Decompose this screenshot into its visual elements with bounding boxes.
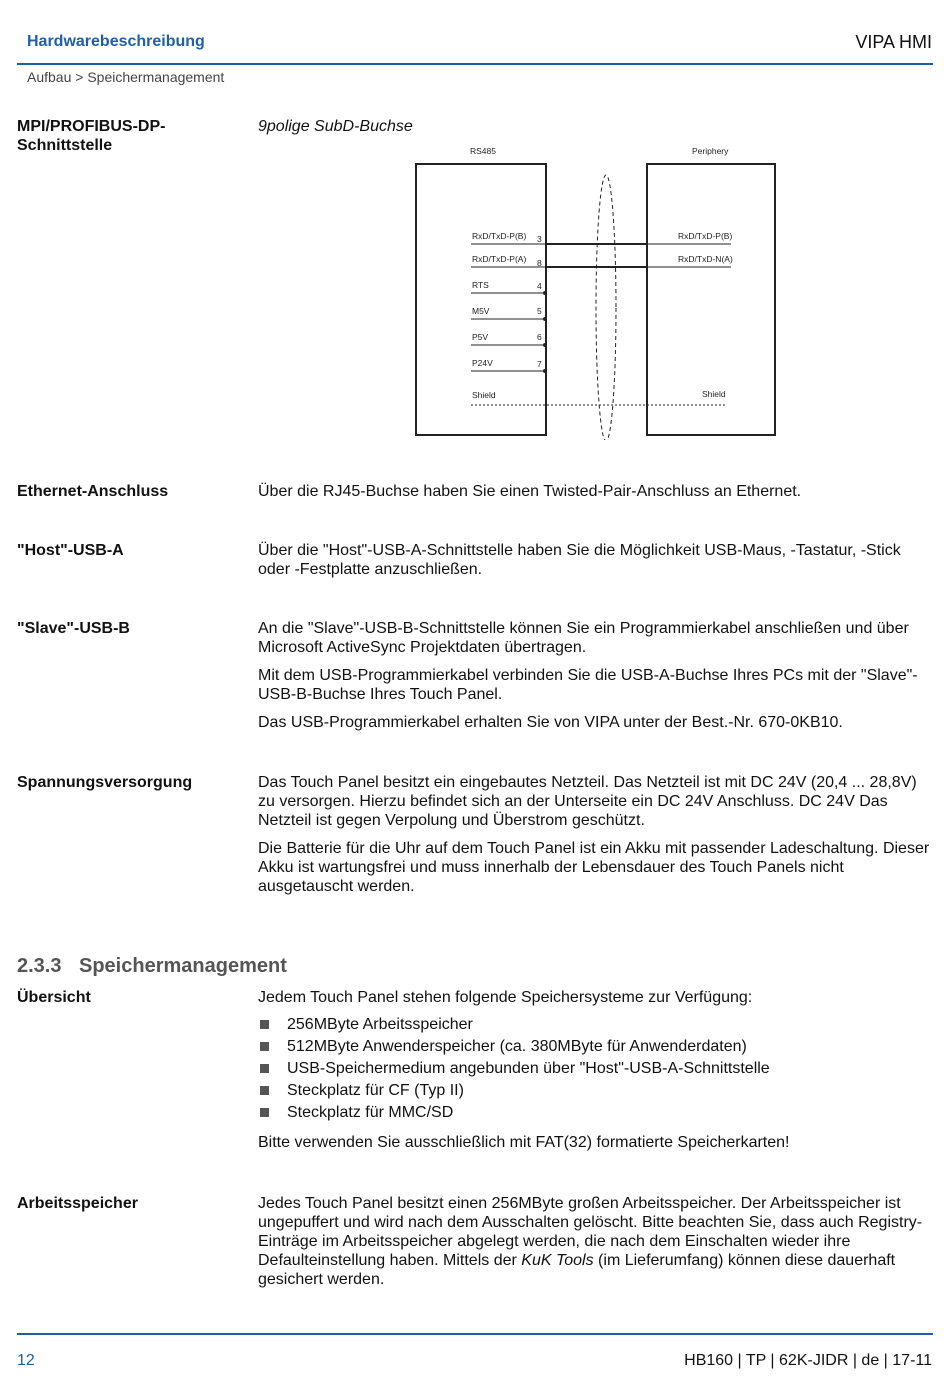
slave-usb-p3: Das USB-Programmierkabel erhalten Sie von VIPA unter der Best.-Nr. 670-0KB10. <box>258 714 843 731</box>
bullet-square-icon <box>260 1020 269 1029</box>
ethernet-text: Über die RJ45-Buchse haben Sie einen Twisted-Pair-Anschluss an Ethernet. <box>258 483 802 500</box>
power-p2: Die Batterie für die Uhr auf dem Touch Panel ist ein Akku mit passender Ladeschaltung. Dieser Akku ist wartungsfrei und muss innerhalb der Lebensdauer des Touch Panels nicht ausgetauscht werden. <box>258 840 930 895</box>
header-title: Hardwarebeschreibung <box>27 33 205 50</box>
periphery-title: Periphery <box>692 146 729 156</box>
breadcrumb: Aufbau > Speichermanagement <box>27 69 225 85</box>
power-label: Spannungsversorgung <box>17 774 193 791</box>
pin-label: RxD/TxD-P(A) <box>472 254 527 264</box>
bullet-square-icon <box>260 1108 269 1117</box>
pin-number: 4 <box>537 281 542 291</box>
pin-number: 8 <box>537 258 542 268</box>
slave-usb-p1: An die "Slave"-USB-B-Schnittstelle können Sie ein Programmierkabel anschließen und über Microsoft ActiveSync Projektdaten übertragen. <box>258 620 909 656</box>
section-heading <box>17 955 287 978</box>
kuk-tools-name: KuK Tools <box>521 1252 594 1269</box>
mpi-pinout-diagram <box>405 140 795 440</box>
work-memory-text: Jedes Touch Panel besitzt einen 256MByte großen Arbeitsspeicher. Der Arbeitsspeicher ist ungepuffert und wird nach dem Ausschalten gelöscht. Bitte beachten Sie, dass auch Registry-Einträge im Arbeitsspeicher abgelegt werden, die nach dem Einschalten wieder ihre Defaulteinstellung haben. Mittels der KuK Tools (im Lieferumfang) können diese dauerhaft gesichert werden. <box>258 1195 923 1288</box>
pin-label: P24V <box>472 358 493 368</box>
pin-label: M5V <box>472 306 490 316</box>
memory-list <box>258 1014 930 1124</box>
overview-note: Bitte verwenden Sie ausschließlich mit FAT(32) formatierte Speicherkarten! <box>258 1134 790 1151</box>
cable-shield-ellipse <box>596 175 616 440</box>
pin-label: RTS <box>472 280 489 290</box>
overview-text <box>258 988 930 1152</box>
mpi-label: MPI/PROFIBUS-DP-Schnittstelle <box>17 118 166 154</box>
list-item: 256MByte Arbeitsspeicher <box>258 1014 930 1036</box>
list-item: Steckplatz für MMC/SD <box>258 1102 930 1124</box>
mpi-connector: 9polige SubD-Buchse <box>258 118 413 135</box>
header-divider <box>17 63 933 65</box>
bullet-square-icon <box>260 1042 269 1051</box>
list-item: Steckplatz für CF (Typ II) <box>258 1080 930 1102</box>
slave-usb-text <box>258 619 930 741</box>
pin-number: 5 <box>537 306 542 316</box>
section-number: 2.3.3 <box>17 955 62 977</box>
document-id: HB160 | TP | 62K-JIDR | de | 17-11 <box>684 1352 932 1369</box>
overview-intro: Jedem Touch Panel stehen folgende Speichersysteme zur Verfügung: <box>258 989 753 1006</box>
bullet-square-icon <box>260 1086 269 1095</box>
work-memory-label: Arbeitsspeicher <box>17 1195 138 1212</box>
pin-label: P5V <box>472 332 489 342</box>
pin-label-right: RxD/TxD-P(B) <box>678 231 733 241</box>
footer-divider <box>17 1333 933 1335</box>
slave-usb-p2: Mit dem USB-Programmierkabel verbinden Sie die USB-A-Buchse Ihres PCs mit der "Slave"-USB-B-Buchse Ihres Touch Panel. <box>258 667 918 703</box>
header-product: VIPA HMI <box>855 32 932 52</box>
pin-number: 3 <box>537 234 542 244</box>
power-p1: Das Touch Panel besitzt ein eingebautes Netzteil. Das Netzteil ist mit DC 24V (20,4 ... 28,8V) zu versorgen. Hierzu befindet sich an der Unterseite ein DC 24V Anschluss. DC 24V Das Netzteil ist gegen Verpolung und Überstrom geschützt. <box>258 774 917 829</box>
list-item: USB-Speichermedium angebunden über "Host"-USB-A-Schnittstelle <box>258 1058 930 1080</box>
pin-number: 7 <box>537 359 542 369</box>
host-usb-text: Über die "Host"-USB-A-Schnittstelle haben Sie die Möglichkeit USB-Maus, -Tastatur, -Stick oder -Festplatte anzuschließen. <box>258 542 901 578</box>
shield-label-left: Shield <box>472 390 496 400</box>
bullet-square-icon <box>260 1064 269 1073</box>
pin-label: RxD/TxD-P(B) <box>472 231 527 241</box>
pin-label-right: RxD/TxD-N(A) <box>678 254 733 264</box>
rs485-title: RS485 <box>470 146 496 156</box>
pin-number: 6 <box>537 332 542 342</box>
overview-label: Übersicht <box>17 989 91 1006</box>
ethernet-label: Ethernet-Anschluss <box>17 483 169 500</box>
shield-label-right: Shield <box>702 389 726 399</box>
slave-usb-label: "Slave"-USB-B <box>17 620 130 637</box>
host-usb-label: "Host"-USB-A <box>17 542 124 559</box>
section-title: Speichermanagement <box>79 955 287 977</box>
list-item: 512MByte Anwenderspeicher (ca. 380MByte für Anwenderdaten) <box>258 1036 930 1058</box>
power-text <box>258 773 930 905</box>
page-number: 12 <box>17 1352 35 1369</box>
